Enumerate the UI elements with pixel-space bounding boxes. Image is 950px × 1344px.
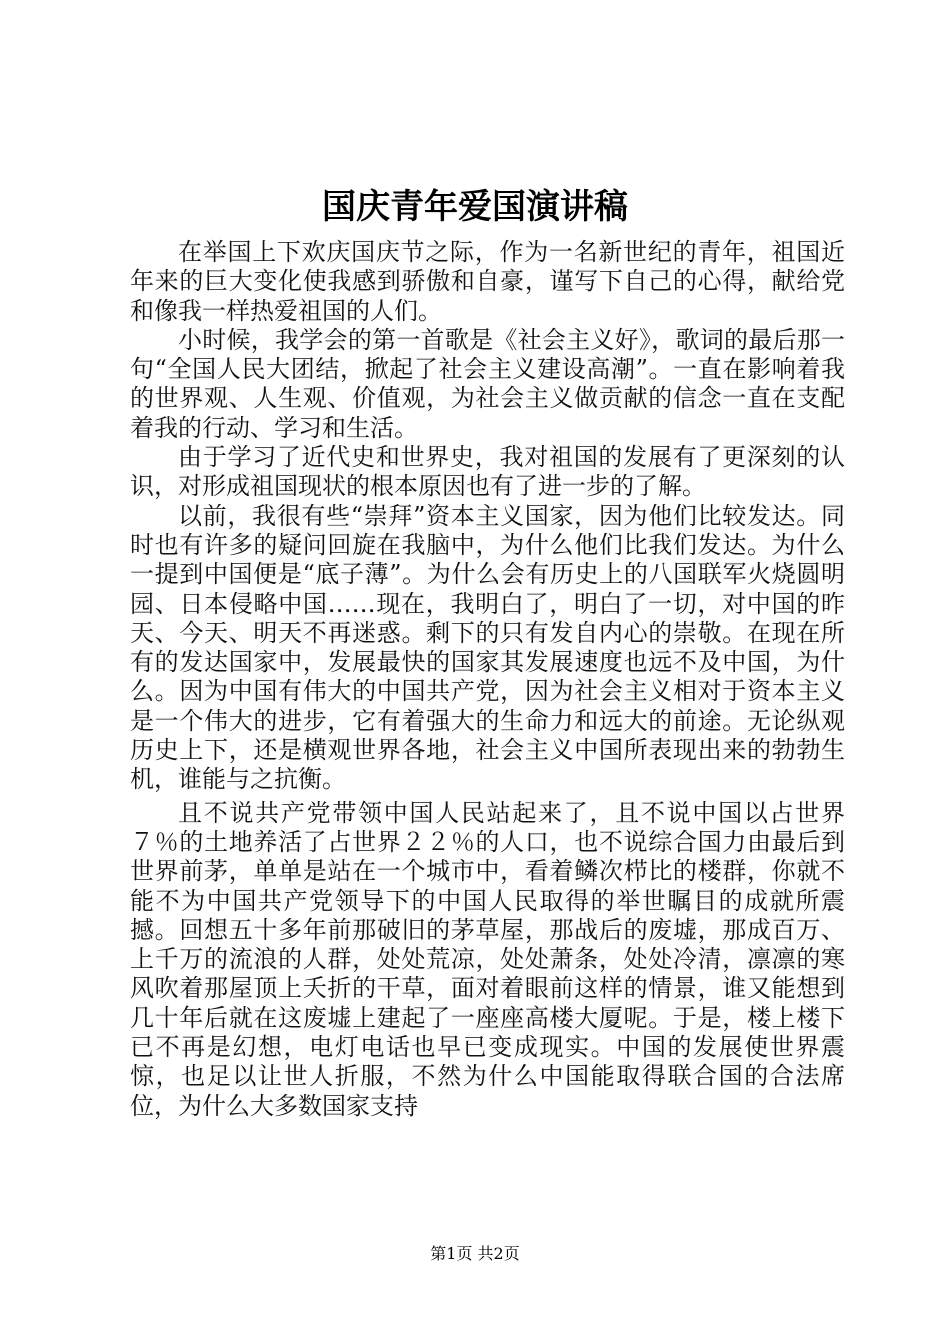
document-body (130, 238, 845, 1121)
page-footer: 第1页 共2页 (430, 1244, 520, 1263)
paragraph: 在举国上下欢庆国庆节之际，作为一名新世纪的青年，祖国近年来的巨大变化使我感到骄傲和自豪，谨写下自己的心得，献给党和像我一样热爱祖国的人们。 (130, 238, 845, 325)
paragraph: 且不说共产党带领中国人民站起来了，且不说中国以占世界７％的土地养活了占世界２２％的人口，也不说综合国力由最后到世界前茅，单单是站在一个城市中，看着鳞次栉比的楼群，你就不能不为中国共产党领导下的中国人民取得的举世瞩目的成就所震撼。回想五十多年前那破旧的茅草屋，那战后的废墟，那成百万、上千万的流浪的人群，处处荒凉，处处萧条，处处冷清，凛凛的寒风吹着那屋顶上夭折的干草，面对着眼前这样的情景，谁又能想到几十年后就在这废墟上建起了一座座高楼大厦呢。于是，楼上楼下已不再是幻想，电灯电话也早已变成现实。中国的发展使世界震惊，也足以让世人折服，不然为什么中国能取得联合国的合法席位，为什么大多数国家支持 (130, 798, 845, 1120)
paragraph: 以前，我很有些“崇拜”资本主义国家，因为他们比较发达。同时也有许多的疑问回旋在我脑中，为什么他们比我们发达。为什么一提到中国便是“底子薄”。为什么会有历史上的八国联军火烧圆明园、日本侵略中国……现在，我明白了，明白了一切，对中国的昨天、今天、明天不再迷惑。剩下的只有发自内心的崇敬。在现在所有的发达国家中，发展最快的国家其发展速度也远不及中国，为什么。因为中国有伟大的中国共产党，因为社会主义相对于资本主义是一个伟大的进步，它有着强大的生命力和远大的前途。无论纵观历史上下，还是横观世界各地，社会主义中国所表现出来的勃勃生机，谁能与之抗衡。 (130, 501, 845, 794)
document-title: 国庆青年爱国演讲稿 (322, 187, 628, 227)
paragraph: 小时候，我学会的第一首歌是《社会主义好》，歌词的最后那一句“全国人民大团结，掀起了社会主义建设高潮”。一直在影响着我的世界观、人生观、价值观，为社会主义做贡献的信念一直在支配着我的行动、学习和生活。 (130, 325, 845, 442)
paragraph: 由于学习了近代史和世界史，我对祖国的发展有了更深刻的认识，对形成祖国现状的根本原因也有了进一步的了解。 (130, 443, 845, 501)
